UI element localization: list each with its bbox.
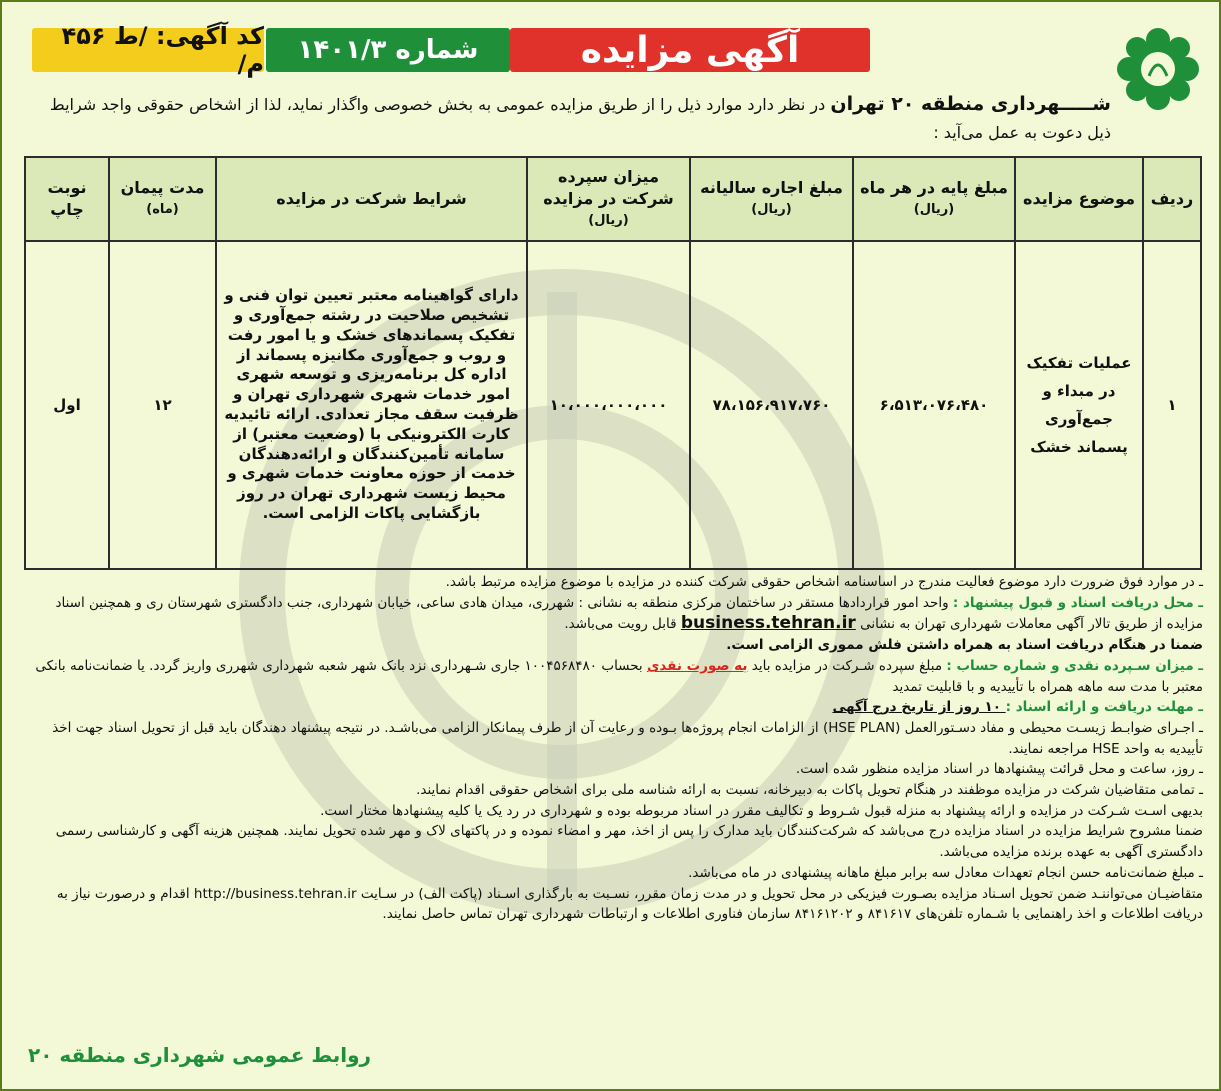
public-relations-signature: روابط عمومی شهرداری منطقه ۲۰ [28,1043,372,1067]
header-subject: موضوع مزایده [1015,157,1143,241]
condition-flash-memory: ضمنا در هنگام دریافت اسناد به همراه داشتن فلش مموری الزامی است. [726,637,1203,654]
business-site-link[interactable]: business.tehran.ir [680,613,856,634]
header-row-number: ردیف [1143,157,1201,241]
condition-opening: ـ روز، ساعت و محل قرائت پیشنهادها در اسناد مزایده منظور شده است. [795,761,1203,778]
header-duration: مدت پیمان (ماه) [109,157,216,241]
intro-paragraph [26,90,1111,147]
cell-subject: عملیات تفکیک در مبداء و جمع‌آوری پسماند خشک [1015,241,1143,569]
municipality-logo-icon [1115,26,1201,112]
intro-text: در نظر دارد موارد ذیل را از طریق مزایده عمومی به بخش خصوصی واگذار نماید، لذا از اشخاص حقوقی واجد شرایط ذیل دعوت به عمل می‌آید : [49,95,1111,142]
condition-national-id: ـ تمامی متقاضیان شرکت در مزایده موظفند در هنگام تحویل پاکات به دبیرخانه، نسبت به ارائه شناسه ملی برای اشخاص حقوقی اقدام نمایند. [416,782,1203,799]
condition-document-location: ـ محل دریافت اسناد و قبول پیشنهاد : واحد امور قراردادها مستقر در ساختمان مرکزی منطقه به نشانی : شهرری، میدان هادی ساعی، خیابان شهرداری، جنب دادگستری شهرستان ری و همچنین اسناد مزایده از طریق تالار آگهی معاملات شهرداری تهران به نشانی business.tehran.ir قابل رویت می‌باشد. [55,594,1203,634]
auction-table [24,156,1202,570]
table-row [25,241,1201,569]
cell-print-round: اول [25,241,109,569]
condition-acceptance: بدیهی اسـت شـرکت در مزایده و ارائه پیشنهاد به منزله قبول شـروط و تکالیف مقرر در اسناد مربوطه بوده و شهرداری در رد یک یا کلیه پیشنهادها مختار است. [320,802,1203,819]
cell-duration: ۱۲ [109,241,216,569]
ad-number: شماره ۱۴۰۱/۳ [266,28,510,72]
cell-deposit: ۱۰،۰۰۰،۰۰۰،۰۰۰ [527,241,690,569]
ad-code: کد آگهی: /ط ۴۵۶ م/ [32,28,264,72]
header-deposit: میزان سپرده شرکت در مزایده (ریال) [527,157,690,241]
cell-row-number: ۱ [1143,241,1201,569]
condition-deposit: ـ میزان سـپرده نقدی و شماره حساب : مبلغ سپرده شـرکت در مزایده باید به صورت نقدی بحساب ۱۰۰۴۵۶۸۴۸۰ جاری شـهرداری نزد بانک شهر شعبه شهرداری شهرری واریز گردد. یا ضمانت‌نامه بانکی معتبر با مدت سه ماهه همراه با تأییدیه و با قابلیت تمدید [35,657,1203,695]
header-base-price: مبلغ پایه در هر ماه (ریال) [853,157,1015,241]
cell-terms: دارای گواهینامه معتبر تعیین توان فنی و تشخیص صلاحیت در رشته جمع‌آوری و تفکیک پسماندهای خشک و یا امور رفت و روب و جمع‌آوری مکانیزه پسماند از اداره کل برنامه‌ریزی و توسعه شهری امور خدمات شهری شهرداری تهران و ظرفیت سقف مجاز تعدادی. ارائه تائیدیه کارت الکترونیکی با (وضعیت معتبر) از سامانه تأمین‌کنندگان و ارائه‌دهندگان خدمت از حوزه معاونت خدمات شهری و محیط زیست شهرداری تهران در روز بازگشایی پاکات الزامی است. [216,241,527,569]
table-header-row [25,157,1201,241]
ad-title: آگهی مزایده [510,28,870,72]
condition-guarantee: ـ مبلغ ضمانت‌نامه حسن انجام تعهدات معادل سه برابر مبلغ ماهانه پیشنهادی در ماه می‌باشد. [688,864,1203,881]
condition-activity: ـ در موارد فوق ضرورت دارد موضوع فعالیت مندرج در اساسنامه اشخاص حقوقی شرکت کننده در مزایده با موضوع مزایده مرتبط باشد. [445,574,1203,590]
condition-upload: متقاضیـان می‌تواننـد ضمن تحویل اسـناد مزایده بصـورت فیزیکی در محل تحویل و در مدت زمان مقرر، نسـبت به بارگذاری اسـناد (پاکت الف) در سـایت http://business.tehran.ir اقدام و درصورت نیاز به دریافت اطلاعات و اخذ راهنمایی با شـماره تلفن‌های ۸۴۱۶۱۷ و ۸۴۱۶۱۲۰۲ سازمان فناوری اطلاعات و ارتباطات شهرداری تهران تماس حاصل نمایند. [56,885,1203,923]
header-annual-rent: مبلغ اجاره سالیانه (ریال) [690,157,853,241]
cell-base-price: ۶،۵۱۳،۰۷۶،۴۸۰ [853,241,1015,569]
condition-documents: ضمنا مشروح شرایط مزایده در اسناد مزایده درج می‌باشد که شرکت‌کنندگان باید مدارک را پس از اخذ، مهر و امضاء نموده و در پاکتهای لاک و مهر شده تحویل نمایند. همچنین هزینه آگهی و کارشناسی رسمی دادگستری آگهی به عهده برنده مزایده می‌باشد. [55,823,1203,861]
header-terms: شرایط شرکت در مزایده [216,157,527,241]
condition-deadline: ـ مهلت دریافت و ارائه اسناد : ۱۰ روز از تاریخ درج آگهی [832,699,1203,716]
condition-hse: ـ اجـرای ضوابـط زیسـت محیطی و مفاد دسـتورالعمل (HSE PLAN) از الزامات انجام پروژه‌ها بـوده و رعایت آن از طرف پیمانکار الزامی می‌باشـد. در نتیجه پیشنهاد دهندگان باید قبل از تحویل اسناد جهت اخذ تأییدیه به واحد HSE مراجعه نمایند. [52,719,1203,757]
cell-annual-rent: ۷۸،۱۵۶،۹۱۷،۷۶۰ [690,241,853,569]
conditions-text [16,572,1203,925]
header-print-round: نوبت چاپ [25,157,109,241]
organization-name: شـــــهرداری منطقه ۲۰ تهران [830,93,1111,115]
